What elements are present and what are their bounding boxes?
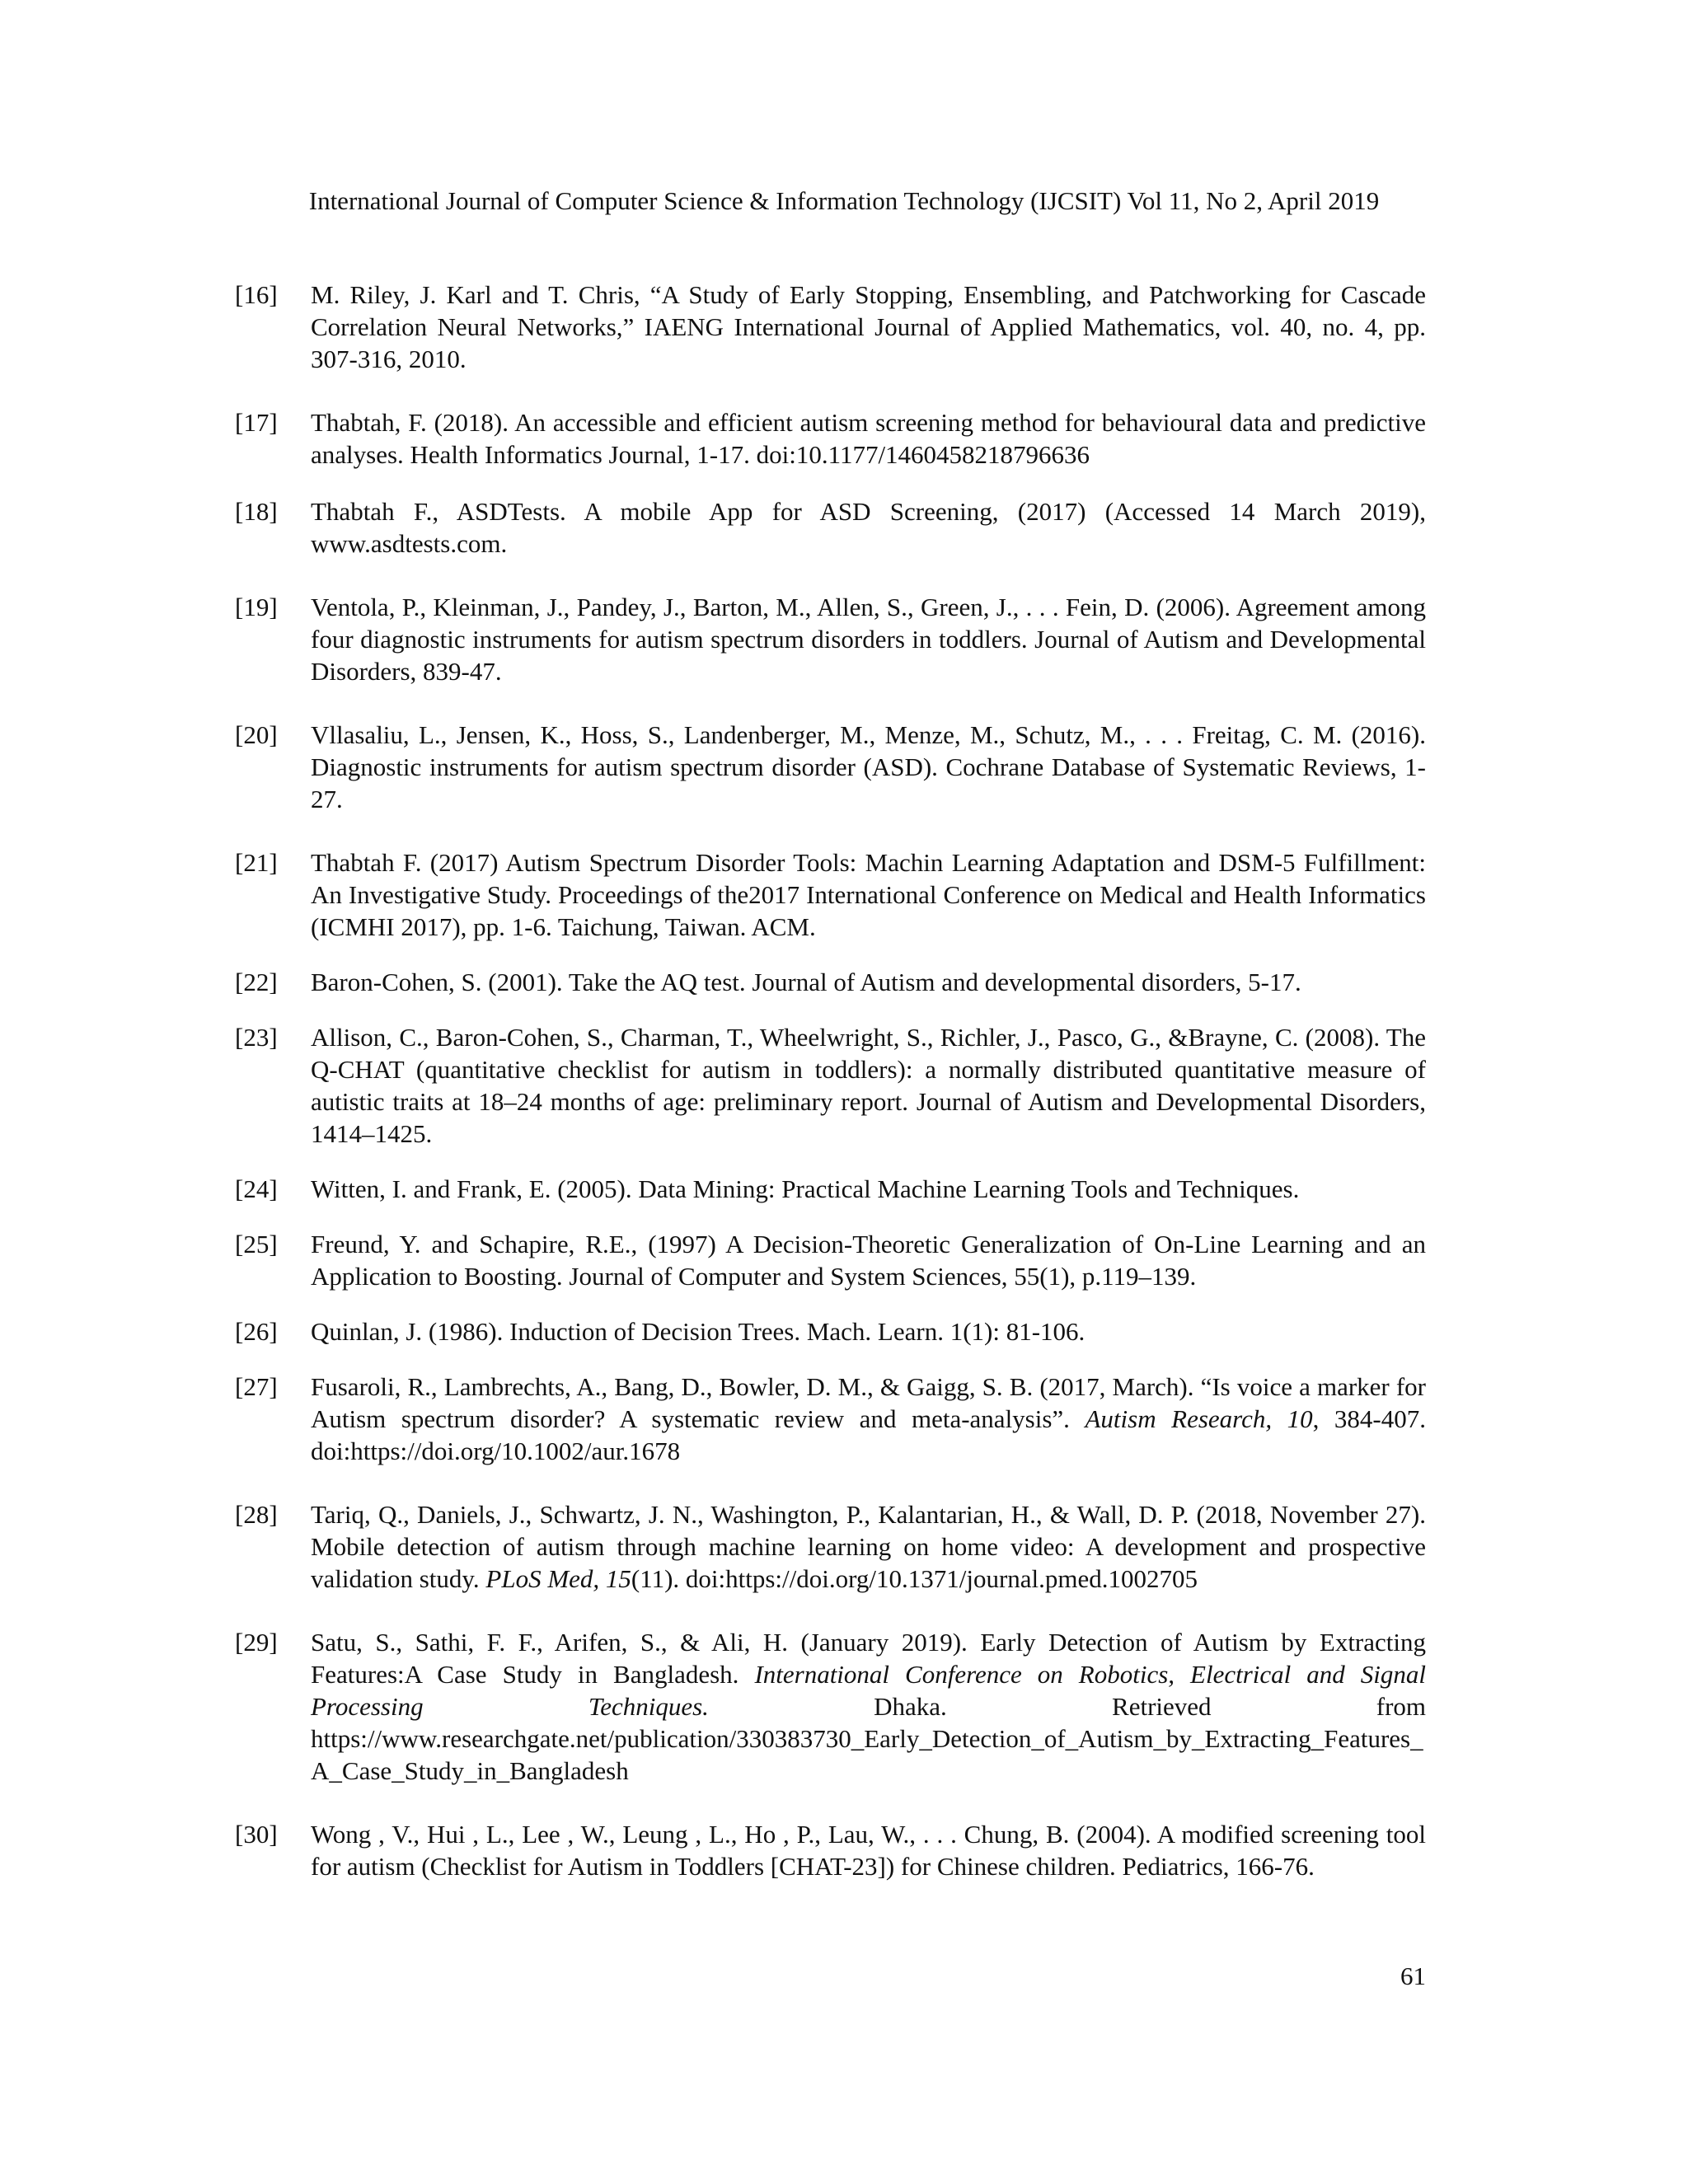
reference-text <box>311 1021 1426 1150</box>
reference-number: [16] <box>235 280 278 309</box>
reference-text-segment: Thabtah F. (2017) Autism Spectrum Disorder Tools: Machin Learning Adaptation and DSM-5 Fulfillment: An Investigative Study. Proceedings of the2017 International Conference on Medical and Health Informatics (ICMHI 2017), pp. 1-6. Taichung, Taiwan. ACM. <box>311 848 1426 941</box>
reference-item <box>235 591 1426 687</box>
reference-item <box>235 846 1426 943</box>
reference-venue-italic: PLoS Med, 15 <box>485 1564 631 1593</box>
reference-text <box>311 1498 1426 1595</box>
reference-number: [30] <box>235 1820 278 1849</box>
reference-number: [23] <box>235 1023 278 1052</box>
reference-text-segment: Dhaka. Retrieved from https://www.researchgate.net/publication/330383730_Early_Detection_of_Autism_by_Extracting_Features_A_Case_Study_in_Bangladesh <box>311 1692 1427 1785</box>
reference-number: [19] <box>235 593 278 621</box>
reference-text <box>311 495 1426 560</box>
reference-text <box>311 846 1426 943</box>
reference-number: [27] <box>235 1372 278 1401</box>
reference-number: [25] <box>235 1230 278 1258</box>
reference-text-segment: , 384-407. doi:https://doi.org/10.1002/aur.1678 <box>311 1404 1426 1465</box>
reference-item <box>235 719 1426 815</box>
reference-text <box>311 591 1426 687</box>
reference-venue-italic: Autism Research, 10 <box>1085 1404 1313 1433</box>
reference-item <box>235 966 1426 998</box>
reference-number: [26] <box>235 1317 278 1346</box>
reference-item <box>235 406 1426 471</box>
reference-text <box>311 279 1426 375</box>
reference-text-segment: Vllasaliu, L., Jensen, K., Hoss, S., Landenberger, M., Menze, M., Schutz, M., . . . Freitag, C. M. (2016). Diagnostic instruments for autism spectrum disorder (ASD). Cochrane Database of Systematic Reviews, 1-27. <box>311 720 1426 813</box>
reference-number: [22] <box>235 968 278 996</box>
reference-text <box>311 966 1426 998</box>
journal-running-header: International Journal of Computer Science & Information Technology (IJCSIT) Vol 11, No 2, April 2019 <box>308 186 1380 215</box>
reference-text-segment: (11). doi:https://doi.org/10.1371/journal.pmed.1002705 <box>631 1564 1198 1593</box>
reference-text <box>311 1818 1426 1882</box>
reference-item <box>235 1498 1426 1595</box>
reference-text <box>311 1315 1426 1347</box>
reference-text <box>311 1173 1426 1205</box>
reference-text-segment: Baron-Cohen, S. (2001). Take the AQ test. Journal of Autism and developmental disorders, 5-17. <box>311 968 1301 996</box>
reference-text-segment: Allison, C., Baron-Cohen, S., Charman, T., Wheelwright, S., Richler, J., Pasco, G., &Brayne, C. (2008). The Q-CHAT (quantitative checklist for autism in toddlers): a normally distributed quantitative measure of autistic traits at 18–24 months of age: preliminary report. Journal of Autism and Developmental Disorders, 1414–1425. <box>311 1023 1426 1148</box>
reference-item <box>235 1818 1426 1882</box>
reference-text-segment: Ventola, P., Kleinman, J., Pandey, J., Barton, M., Allen, S., Green, J., . . . Fein, D. (2006). Agreement among four diagnostic instruments for autism spectrum disorders in toddlers. Journal of Autism and Developmental Disorders, 839-47. <box>311 593 1426 686</box>
reference-number: [29] <box>235 1628 278 1657</box>
reference-item <box>235 495 1426 560</box>
reference-item <box>235 1371 1426 1467</box>
reference-text-segment: M. Riley, J. Karl and T. Chris, “A Study of Early Stopping, Ensembling, and Patchworking for Cascade Correlation Neural Networks,” IAENG International Journal of Applied Mathematics, vol. 40, no. 4, pp. 307-316, 2010. <box>311 280 1426 373</box>
reference-text <box>311 719 1426 815</box>
reference-text-segment: Thabtah F., ASDTests. A mobile App for ASD Screening, (2017) (Accessed 14 March 2019), www.asdtests.com. <box>311 497 1426 558</box>
reference-number: [21] <box>235 848 278 877</box>
reference-list <box>235 279 1426 1907</box>
reference-item <box>235 1228 1426 1292</box>
reference-text-segment: Quinlan, J. (1986). Induction of Decision Trees. Mach. Learn. 1(1): 81-106. <box>311 1317 1085 1346</box>
reference-text-segment: Satu, S., Sathi, F. F., Arifen, S., & Ali, H. (January 2019). Early Detection of Autism by Extracting Features:A Case Study in Bangladesh. <box>311 1628 1426 1689</box>
reference-number: [18] <box>235 497 278 526</box>
reference-number: [17] <box>235 408 278 437</box>
reference-text <box>311 1371 1426 1467</box>
reference-text-segment: Wong , V., Hui , L., Lee , W., Leung , L., Ho , P., Lau, W., . . . Chung, B. (2004). A modified screening tool for autism (Checklist for Autism in Toddlers [CHAT-23]) for Chinese children. Pediatrics, 166-76. <box>311 1820 1426 1881</box>
reference-item <box>235 1173 1426 1205</box>
reference-text <box>311 1626 1426 1787</box>
reference-number: [24] <box>235 1174 278 1203</box>
reference-text <box>311 406 1426 471</box>
reference-number: [20] <box>235 720 278 749</box>
reference-text-segment: Witten, I. and Frank, E. (2005). Data Mining: Practical Machine Learning Tools and Techniques. <box>311 1174 1300 1203</box>
reference-text-segment: Freund, Y. and Schapire, R.E., (1997) A Decision-Theoretic Generalization of On-Line Learning and an Application to Boosting. Journal of Computer and System Sciences, 55(1), p.119–139. <box>311 1230 1426 1291</box>
page-number: 61 <box>1400 1961 1426 1990</box>
reference-text-segment: Thabtah, F. (2018). An accessible and efficient autism screening method for behavioural data and predictive analyses. Health Informatics Journal, 1-17. doi:10.1177/1460458218796636 <box>311 408 1426 469</box>
reference-item <box>235 279 1426 375</box>
reference-text-segment: Tariq, Q., Daniels, J., Schwartz, J. N., Washington, P., Kalantarian, H., & Wall, D. P. (2018, November 27). Mobile detection of autism through machine learning on home video: A development and prospective validation study. <box>311 1500 1426 1593</box>
reference-item <box>235 1021 1426 1150</box>
reference-text-segment: Fusaroli, R., Lambrechts, A., Bang, D., Bowler, D. M., & Gaigg, S. B. (2017, March). “Is voice a marker for Autism spectrum disorder? A systematic review and meta-analysis”. <box>311 1372 1426 1433</box>
reference-item <box>235 1626 1426 1787</box>
reference-text <box>311 1228 1426 1292</box>
reference-venue-italic: International Conference on Robotics, Electrical and Signal Processing Techniques. <box>311 1660 1426 1721</box>
reference-item <box>235 1315 1426 1347</box>
reference-number: [28] <box>235 1500 278 1529</box>
